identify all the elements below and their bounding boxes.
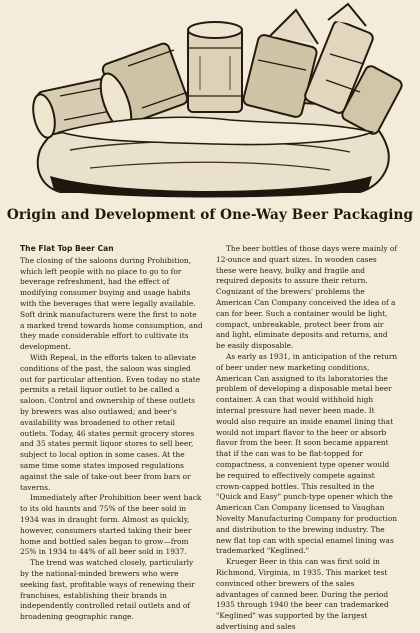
can-right [242, 10, 318, 118]
left-column [20, 244, 203, 622]
paragraph: The trend was watched closely, particularly by the national-minded brewers who were seeking fast, profitable ways of renewing their franchises, establishing their brands in independently controlled retail outlets and of broadening geographic range. [20, 558, 195, 622]
paragraph: Immediately after Prohibition beer went back to its old haunts and 75% of the beer sold in 1934 was in draught form. Almost as quickly, however, consumers started taking their beer home and bottled sales began to grow—from 25% in 1934 to 44% of all beer sold in 1937. [20, 493, 202, 557]
paragraph: With Repeal, in the efforts taken to alleviate conditions of the past, the saloon was singled out for particular attention. Even today no state permits a retail liquor outlet to be called a saloon. Control and ownership of these outlets by brewers was also outlawed; and beer's availability was broadened to other retail outlets. Today, 46 states permit grocery stores and 35 states permit liquor stores to sell beer, subject to local option in some cases. At the same time some states imposed regulations against the sale of take-out beer from bars or taverns. [20, 352, 201, 492]
paragraph: The beer bottles of those days were mainly of 12-ounce and quart sizes. In wooden cases these were heavy, bulky and fragile and required deposits to assure their return. Cognizant of the brewers' problems the American Can Company conceived the idea of a can for beer. Such a container would be light, compact, unbreakable, protect beer from air and light, eliminate deposits and returns, and be easily disposable. [216, 244, 398, 351]
can-center [188, 22, 242, 112]
section-heading: The Flat Top Beer Can [20, 244, 114, 253]
beer-cans-illustration [0, 0, 420, 196]
paragraph: Krueger Beer in this can was first sold in Richmond, Virginia, in 1935. This market test convinced other brewers of the sales advantages of canned beer. During the period 1935 through 1940 the beer can trademarked "Keglined" was supported by the largest advertising and sales [216, 557, 389, 631]
paragraph: The closing of the saloons during Prohibition, which left people with no place to go to for beverage refreshment, had the effect of modifying consumer buying and usage habits with the beverages that were legally available. Soft drink manufacturers were the first to note a marked trend towards home consumption, and they made considerable effort to cultivate its development. [20, 255, 203, 352]
page-title: Origin and Development of One-Way Beer Packaging [6, 207, 414, 223]
paragraph: As early as 1931, in anticipation of the return of beer under new marketing conditions, American Can assigned to its laboratories the problem of developing a disposable metal beer container. A can that would withhold high internal pressure had never been made. It would also require an inside enamel lining that would not impart flavor to the beer or absorb flavor from the beer. It soon became apparent that if the can was to be flat-topped for compactness, a convenient type opener would be required to effectively compete against crown-capped bottles. This resulted in the "Quick and Easy" punch-type opener which the American Can Company licensed to Vaughan Novelty Manufacturing Company for production and distribution to the brewing industry. The new flat top can with special enamel lining was trademarked "Keglined." [216, 351, 398, 556]
right-column [216, 244, 399, 631]
